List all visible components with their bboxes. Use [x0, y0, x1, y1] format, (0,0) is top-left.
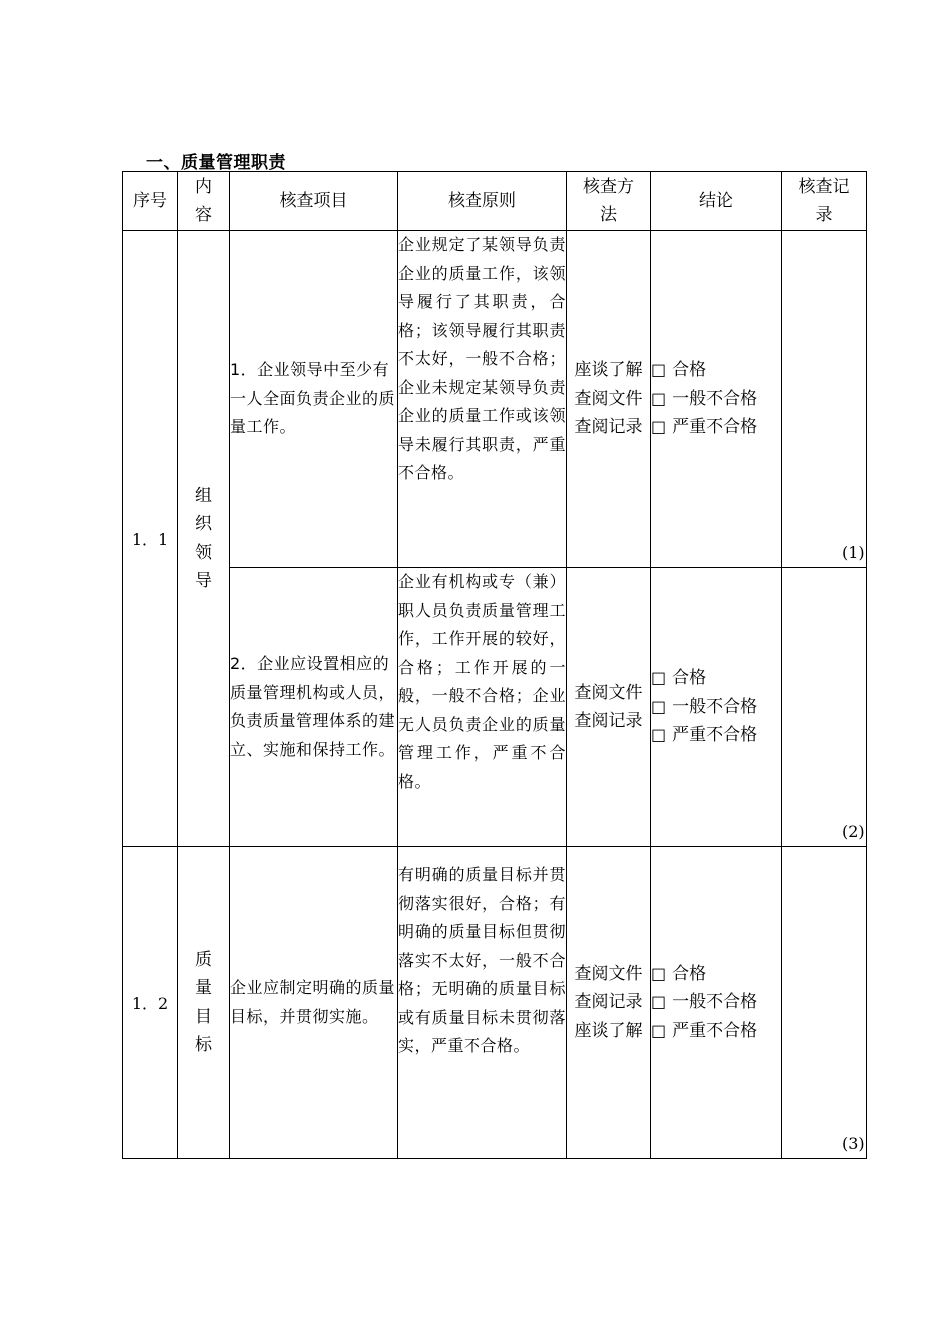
- conclusion-option-major[interactable]: □ 严重不合格: [651, 417, 758, 438]
- row-item: 1．企业领导中至少有一人全面负责企业的质量工作。: [230, 231, 398, 568]
- method-entry: 查阅记录: [574, 711, 643, 731]
- row-content: 质量目标: [178, 847, 230, 1159]
- row-record: (2): [782, 568, 867, 847]
- conclusion-option-minor[interactable]: □ 一般不合格: [651, 388, 758, 409]
- table-row: [123, 568, 867, 847]
- method-entry: 查阅文件: [574, 388, 643, 409]
- header-item: 核查项目: [230, 172, 398, 231]
- row-item: 2．企业应设置相应的质量管理机构或人员，负责质量管理体系的建立、实施和保持工作。: [230, 568, 398, 847]
- row-record: (1): [782, 231, 867, 568]
- header-row: [123, 172, 867, 231]
- header-record: 核查记录: [782, 172, 867, 231]
- checkbox-icon[interactable]: □: [651, 388, 667, 408]
- row-seq: 1．1: [123, 231, 178, 847]
- conclusion-option-pass[interactable]: □ 合格: [651, 668, 707, 689]
- header-seq: 序号: [123, 172, 178, 231]
- table-row: [123, 847, 867, 1159]
- audit-table: [122, 171, 867, 1159]
- section-title: 一、质量管理职责: [146, 153, 286, 173]
- header-content: 内容: [178, 172, 230, 231]
- conclusion-option-pass[interactable]: □ 合格: [651, 963, 707, 984]
- row-principle: 企业规定了某领导负责企业的质量工作，该领导履行了其职责，合格；该领导履行其职责不太好，一般不合格；企业未规定某领导负责企业的质量工作或该领导未履行其职责，严重不合格。: [398, 231, 567, 568]
- method-entry: 查阅文件: [574, 682, 643, 703]
- row-conclusion: [651, 568, 782, 847]
- checkbox-icon[interactable]: □: [651, 725, 667, 745]
- conclusion-option-pass[interactable]: □ 合格: [651, 360, 707, 381]
- header-conclusion: 结论: [651, 172, 782, 231]
- method-entry: 查阅文件: [574, 963, 643, 984]
- checkbox-icon[interactable]: □: [651, 1020, 667, 1040]
- method-entry: 座谈了解: [574, 1020, 643, 1041]
- conclusion-option-minor[interactable]: □ 一般不合格: [651, 696, 758, 717]
- conclusion-option-major[interactable]: □ 严重不合格: [651, 1020, 758, 1041]
- header-principle: 核查原则: [398, 172, 567, 231]
- row-seq: 1．2: [123, 847, 178, 1159]
- row-item: 企业应制定明确的质量目标，并贯彻实施。: [230, 847, 398, 1159]
- checkbox-icon[interactable]: □: [651, 696, 667, 716]
- checkbox-icon[interactable]: □: [651, 417, 667, 437]
- row-principle: 企业有机构或专（兼）职人员负责质量管理工作，工作开展的较好，合格；工作开展的一般，一般不合格；企业无人员负责企业的质量管理工作，严重不合格。: [398, 568, 567, 847]
- row-record: (3): [782, 847, 867, 1159]
- row-conclusion: [651, 847, 782, 1159]
- conclusion-option-major[interactable]: □ 严重不合格: [651, 725, 758, 746]
- table-row: [123, 231, 867, 568]
- method-entry: 查阅记录: [574, 992, 643, 1013]
- method-entry: 查阅记录: [574, 417, 643, 438]
- header-method: 核查方法: [567, 172, 651, 231]
- checkbox-icon[interactable]: □: [651, 360, 667, 380]
- checkbox-icon[interactable]: □: [651, 668, 667, 688]
- row-method: [567, 568, 651, 847]
- row-conclusion: [651, 231, 782, 568]
- checkbox-icon[interactable]: □: [651, 963, 667, 983]
- row-principle: 有明确的质量目标并贯彻落实很好，合格；有明确的质量目标但贯彻落实不太好，一般不合格；无明确的质量目标或有质量目标未贯彻落实，严重不合格。: [398, 847, 567, 1159]
- row-method: [567, 847, 651, 1159]
- row-method: [567, 231, 651, 568]
- row-content: 组织领导: [178, 231, 230, 847]
- method-entry: 座谈了解: [574, 360, 643, 381]
- checkbox-icon[interactable]: □: [651, 992, 667, 1012]
- conclusion-option-minor[interactable]: □ 一般不合格: [651, 992, 758, 1013]
